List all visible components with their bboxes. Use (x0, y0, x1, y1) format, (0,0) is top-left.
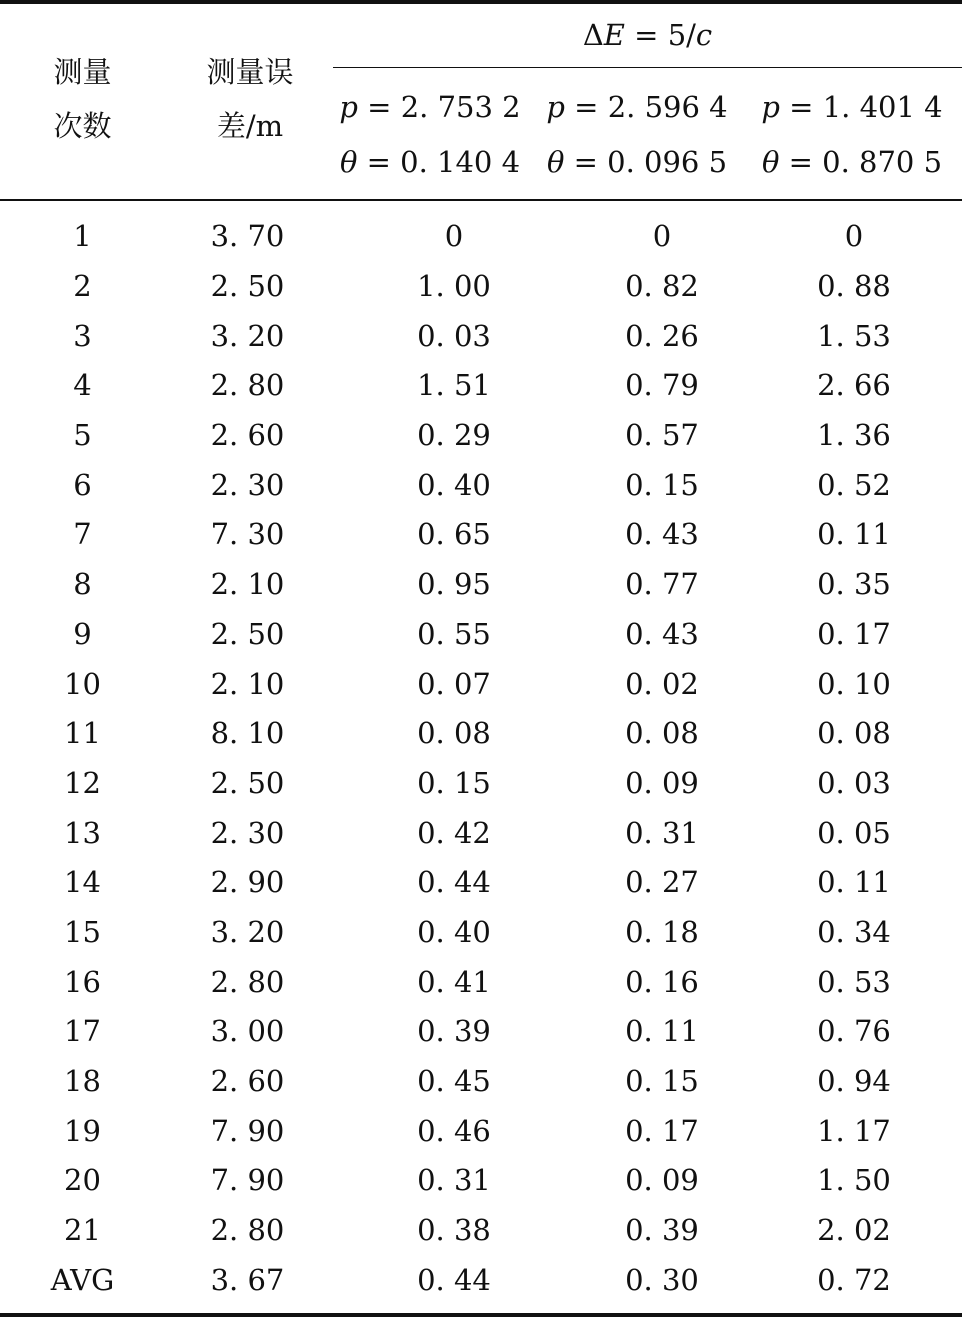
cell-delta-2: 0. 09 (625, 765, 699, 800)
param-theta-col5 (752, 135, 952, 189)
cell-delta-3: 0. 17 (817, 616, 891, 651)
table-row (0, 759, 962, 809)
group-equation: = 5/ (624, 18, 696, 52)
cell-delta-1: 0. 95 (417, 567, 491, 602)
cell-delta-1: 0. 38 (417, 1213, 491, 1248)
cell-count: 17 (64, 1014, 101, 1049)
c-symbol: c (695, 18, 713, 52)
data-table (0, 212, 962, 1305)
cell-delta-3: 0. 34 (817, 914, 891, 949)
cell-delta-3: 0. 53 (817, 964, 891, 999)
table-row (0, 1156, 962, 1206)
theta-symbol: θ (761, 145, 780, 179)
p-value: = 2. 753 2 (357, 90, 521, 124)
cell-delta-1: 0. 41 (417, 964, 491, 999)
table-row (0, 1255, 962, 1305)
theta-symbol: θ (339, 145, 358, 179)
header-col1-line1: 测量 (53, 55, 112, 89)
cell-delta-1: 0. 29 (417, 418, 491, 453)
cell-error: 3. 70 (210, 219, 285, 254)
p-symbol: p (546, 90, 565, 124)
cell-delta-3: 0. 88 (817, 269, 891, 304)
cell-delta-2: 0. 79 (625, 368, 699, 403)
cell-count: 1 (73, 219, 92, 254)
cell-delta-2: 0. 15 (625, 467, 699, 502)
table-top-rule (0, 0, 962, 4)
cell-count: 15 (64, 914, 101, 949)
cell-delta-3: 2. 02 (817, 1213, 891, 1248)
cell-count: 2 (73, 269, 92, 304)
cell-delta-1: 0. 07 (417, 666, 491, 701)
cell-delta-2: 0. 82 (625, 269, 699, 304)
cell-count: 4 (73, 368, 92, 403)
cell-error: 2. 30 (210, 815, 285, 850)
theta-value: = 0. 096 5 (564, 145, 728, 179)
table-row (0, 411, 962, 461)
p-value: = 1. 401 4 (779, 90, 943, 124)
cell-delta-3: 1. 36 (817, 418, 891, 453)
cell-error: 7. 30 (210, 517, 285, 552)
cell-delta-2: 0. 30 (625, 1262, 699, 1297)
cell-delta-2: 0. 17 (625, 1113, 699, 1148)
cell-error: 2. 30 (210, 467, 285, 502)
cell-delta-3: 0. 11 (817, 865, 891, 900)
cell-delta-2: 0 (652, 219, 672, 254)
cell-error: 2. 80 (210, 1213, 285, 1248)
table-row (0, 709, 962, 759)
table-row (0, 1106, 962, 1156)
table-row (0, 212, 962, 262)
cell-delta-2: 0. 27 (625, 865, 699, 900)
cell-delta-3: 0. 35 (817, 567, 891, 602)
cell-delta-1: 0 (444, 219, 464, 254)
table-row (0, 957, 962, 1007)
cell-delta-1: 0. 31 (417, 1163, 491, 1198)
table-row (0, 1057, 962, 1107)
cell-delta-2: 0. 31 (625, 815, 699, 850)
cell-delta-1: 0. 44 (417, 865, 491, 900)
cell-count: 10 (64, 666, 101, 701)
theta-value: = 0. 140 4 (357, 145, 521, 179)
cell-delta-2: 0. 09 (625, 1163, 699, 1198)
cell-error: 3. 20 (210, 318, 285, 353)
cell-count: 18 (64, 1064, 101, 1099)
table-row (0, 560, 962, 610)
cell-error: 2. 50 (210, 269, 285, 304)
table-row (0, 311, 962, 361)
cell-error: 2. 50 (210, 765, 285, 800)
cell-error: 2. 10 (210, 666, 285, 701)
cell-delta-2: 0. 39 (625, 1213, 699, 1248)
table-row (0, 1007, 962, 1057)
p-value: = 2. 596 4 (564, 90, 728, 124)
cell-delta-1: 0. 45 (417, 1064, 491, 1099)
cell-count: 21 (64, 1213, 101, 1248)
cell-count: 14 (64, 865, 101, 900)
param-theta-col4 (537, 135, 737, 189)
cell-count: 20 (64, 1163, 101, 1198)
cell-delta-2: 0. 02 (625, 666, 699, 701)
cell-error: 2. 80 (210, 368, 285, 403)
header-col2-line2: 差/m (216, 109, 284, 143)
cell-delta-2: 0. 08 (625, 716, 699, 751)
cell-delta-1: 0. 46 (417, 1113, 491, 1148)
cell-delta-1: 0. 08 (417, 716, 491, 751)
cell-count: 9 (73, 616, 92, 651)
cell-delta-2: 0. 15 (625, 1064, 699, 1099)
cell-delta-3: 0. 10 (817, 666, 891, 701)
header-col1-line2: 次数 (53, 109, 112, 143)
header-measurement-count (20, 45, 145, 153)
cell-count: 5 (73, 418, 92, 453)
cell-error: 2. 10 (210, 567, 285, 602)
cell-count: 12 (64, 765, 101, 800)
cell-error: 2. 60 (210, 418, 285, 453)
cell-delta-3: 0. 76 (817, 1014, 891, 1049)
table-row (0, 460, 962, 510)
cell-delta-3: 1. 17 (817, 1113, 891, 1148)
cell-error: 3. 20 (210, 914, 285, 949)
cell-delta-3: 0. 52 (817, 467, 891, 502)
table-row (0, 1206, 962, 1256)
table-row (0, 659, 962, 709)
cell-delta-2: 0. 16 (625, 964, 699, 999)
table-row (0, 908, 962, 958)
cell-delta-1: 0. 65 (417, 517, 491, 552)
cell-count: AVG (50, 1262, 115, 1297)
cell-delta-3: 0. 72 (817, 1262, 891, 1297)
header-group-delta-e (333, 8, 962, 62)
cell-delta-1: 0. 39 (417, 1014, 491, 1049)
cell-delta-1: 1. 00 (417, 269, 491, 304)
cell-error: 7. 90 (210, 1163, 285, 1198)
cell-delta-2: 0. 26 (625, 318, 699, 353)
cell-count: 16 (64, 964, 101, 999)
cell-delta-1: 0. 44 (417, 1262, 491, 1297)
table-row (0, 361, 962, 411)
cell-error: 7. 90 (210, 1113, 285, 1148)
table-row (0, 808, 962, 858)
cell-error: 2. 90 (210, 865, 285, 900)
cell-error: 2. 50 (210, 616, 285, 651)
table-row (0, 858, 962, 908)
cell-error: 8. 10 (210, 716, 285, 751)
theta-symbol: θ (546, 145, 565, 179)
header-col2-line1: 测量误 (206, 55, 294, 89)
cell-delta-1: 0. 40 (417, 467, 491, 502)
cell-count: 8 (73, 567, 92, 602)
param-p-col4 (537, 80, 737, 134)
theta-value: = 0. 870 5 (779, 145, 943, 179)
table-body (0, 212, 962, 1305)
cell-error: 3. 00 (210, 1014, 285, 1049)
cell-delta-3: 0. 03 (817, 765, 891, 800)
cell-delta-1: 0. 03 (417, 318, 491, 353)
cell-count: 11 (64, 716, 101, 751)
p-symbol: p (339, 90, 358, 124)
table-row (0, 610, 962, 660)
header-sub-rule (333, 67, 962, 68)
cell-delta-2: 0. 57 (625, 418, 699, 453)
cell-delta-2: 0. 43 (625, 517, 699, 552)
cell-count: 19 (64, 1113, 101, 1148)
header-bottom-rule (0, 199, 962, 201)
cell-delta-2: 0. 77 (625, 567, 699, 602)
delta-symbol: Δ (582, 18, 604, 52)
cell-delta-3: 0. 11 (817, 517, 891, 552)
cell-delta-3: 0. 08 (817, 716, 891, 751)
table-bottom-rule (0, 1313, 962, 1317)
e-symbol: E (603, 18, 625, 52)
cell-delta-1: 0. 40 (417, 914, 491, 949)
cell-delta-3: 0. 05 (817, 815, 891, 850)
header-measurement-error (185, 45, 315, 153)
cell-delta-2: 0. 18 (625, 914, 699, 949)
cell-delta-3: 0. 94 (817, 1064, 891, 1099)
cell-error: 2. 60 (210, 1064, 285, 1099)
cell-error: 3. 67 (210, 1262, 285, 1297)
cell-delta-2: 0. 11 (625, 1014, 699, 1049)
cell-delta-1: 0. 15 (417, 765, 491, 800)
cell-delta-3: 0 (844, 219, 864, 254)
cell-count: 13 (64, 815, 101, 850)
cell-delta-3: 1. 50 (817, 1163, 891, 1198)
cell-delta-1: 1. 51 (417, 368, 491, 403)
cell-count: 6 (73, 467, 92, 502)
table-row (0, 510, 962, 560)
param-theta-col3 (330, 135, 530, 189)
param-p-col5 (752, 80, 952, 134)
p-symbol: p (761, 90, 780, 124)
table-row (0, 262, 962, 312)
cell-delta-3: 1. 53 (817, 318, 891, 353)
cell-count: 3 (73, 318, 92, 353)
cell-delta-1: 0. 55 (417, 616, 491, 651)
cell-count: 7 (73, 517, 92, 552)
cell-error: 2. 80 (210, 964, 285, 999)
param-p-col3 (330, 80, 530, 134)
cell-delta-1: 0. 42 (417, 815, 491, 850)
cell-delta-2: 0. 43 (625, 616, 699, 651)
cell-delta-3: 2. 66 (817, 368, 891, 403)
